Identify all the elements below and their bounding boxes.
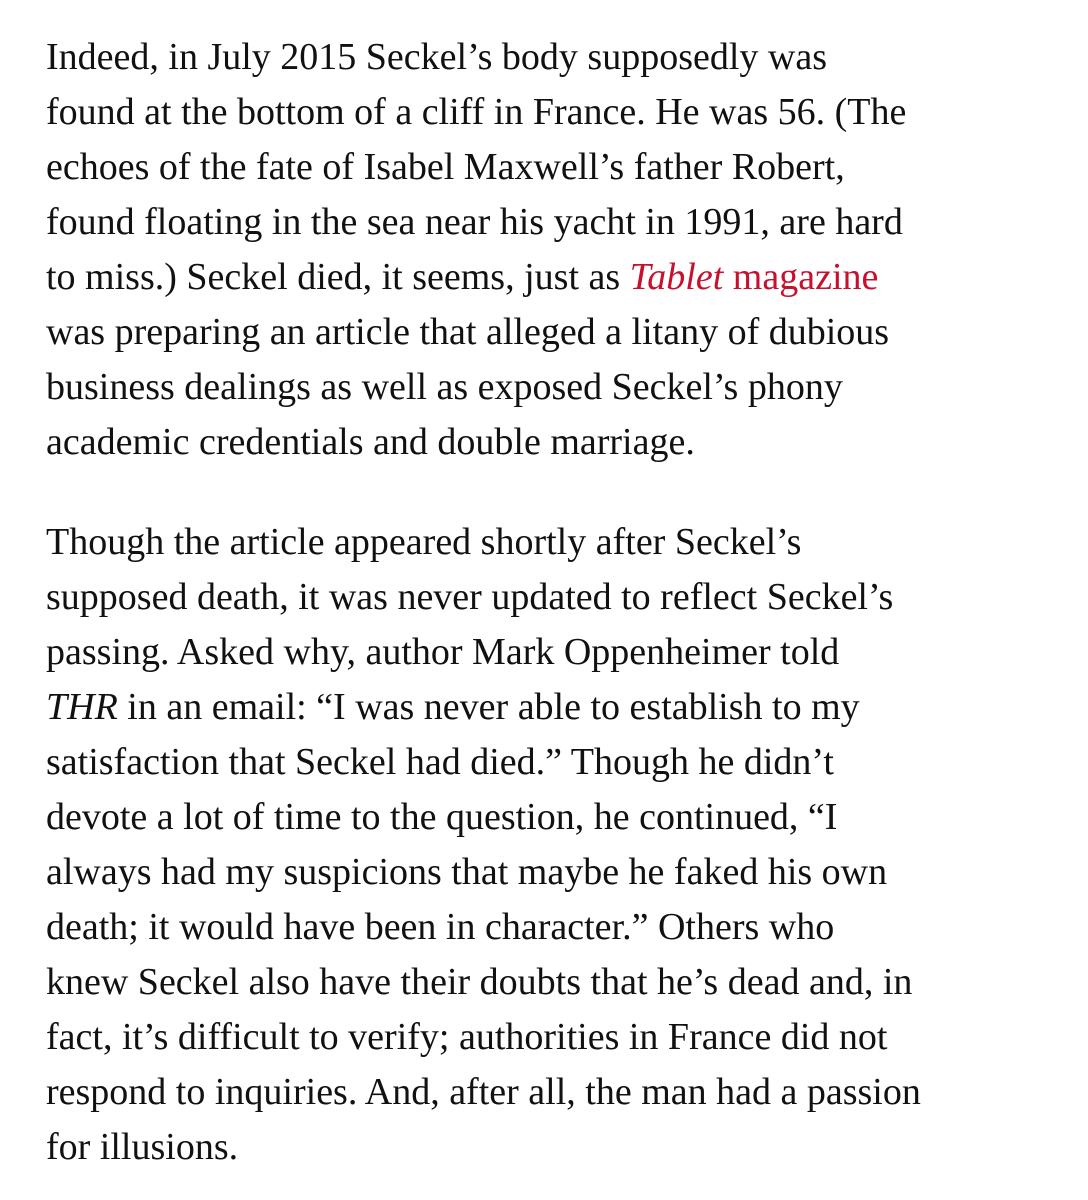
- link-text: magazine: [723, 256, 879, 298]
- text-line: fact, it’s difficult to verify; authorities in France did not: [46, 1016, 888, 1058]
- text-line: was preparing an article that alleged a litany of dubious: [46, 311, 890, 353]
- text-line: death; it would have been in character.” Others who: [46, 906, 835, 948]
- text-fragment: to miss.) Seckel died, it seems, just as: [46, 256, 630, 298]
- text-line: always had my suspicions that maybe he faked his own: [46, 851, 888, 893]
- paragraph-2: [46, 515, 1066, 1175]
- article-body: [46, 30, 1066, 1175]
- text-line: Indeed, in July 2015 Seckel’s body supposedly was: [46, 36, 828, 78]
- text-line: echoes of the fate of Isabel Maxwell’s father Robert,: [46, 146, 845, 188]
- text-line: business dealings as well as exposed Seckel’s phony: [46, 366, 843, 408]
- text-line: devote a lot of time to the question, he continued, “I: [46, 796, 838, 838]
- publication-name-italic: THR: [46, 686, 118, 728]
- link-italic-text: Tablet: [629, 256, 724, 298]
- text-line: passing. Asked why, author Mark Oppenheimer told: [46, 631, 840, 673]
- text-line: respond to inquiries. And, after all, the man had a passion: [46, 1071, 921, 1113]
- text-line: found floating in the sea near his yacht in 1991, are hard: [46, 201, 903, 243]
- paragraph-1: [46, 30, 1066, 470]
- text-line: knew Seckel also have their doubts that he’s dead and, in: [46, 961, 913, 1003]
- text-line: Though the article appeared shortly after Seckel’s: [46, 521, 802, 563]
- text-line: [46, 680, 1066, 735]
- text-line: supposed death, it was never updated to reflect Seckel’s: [46, 576, 894, 618]
- text-line: found at the bottom of a cliff in France. He was 56. (The: [46, 91, 907, 133]
- text-line: academic credentials and double marriage.: [46, 421, 695, 463]
- text-fragment: in an email: “I was never able to establish to my: [117, 686, 860, 728]
- text-line: for illusions.: [46, 1126, 239, 1168]
- text-line-with-link: [46, 250, 1066, 305]
- text-line: satisfaction that Seckel had died.” Though he didn’t: [46, 741, 834, 783]
- tablet-magazine-link[interactable]: [630, 256, 879, 298]
